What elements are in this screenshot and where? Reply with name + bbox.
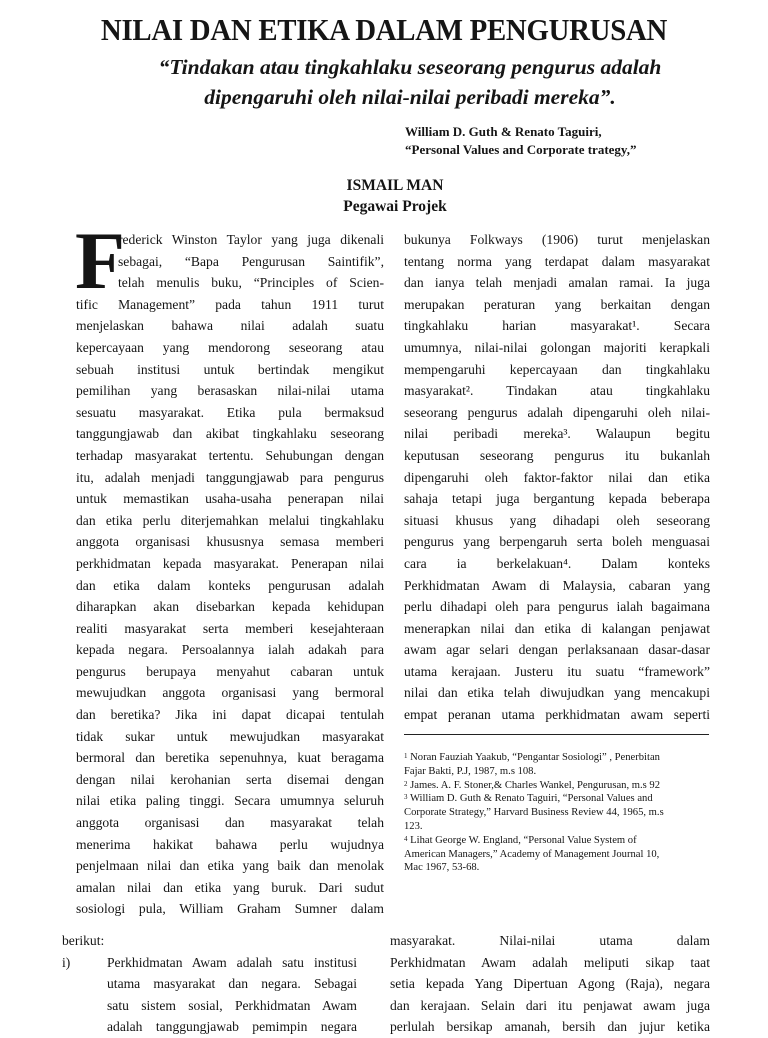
list-marker: i)	[62, 954, 71, 970]
text-line: adalah tanggungjawab pemimpin negara	[107, 1019, 357, 1035]
text-line: pemilihan yang berasaskan nilai-nilai utama	[76, 383, 384, 399]
footnote-text: Mac 1967, 53-68.	[404, 862, 480, 874]
text-line: sahaja tetapi juga bergantung kepada beberapa	[404, 491, 710, 507]
footnote	[404, 834, 712, 875]
footnote-text: 123.	[404, 820, 423, 832]
author-position: Pegawai Projek	[343, 198, 447, 215]
text-line: telah menulis buku, “Principles of Scien-	[118, 275, 384, 291]
article-title: NILAI DAN ETIKA DALAM PENGURUSAN	[100, 12, 668, 47]
text-line: rederick Winston Taylor yang juga dikenali	[118, 232, 384, 247]
list-intro: berikut:	[62, 933, 105, 948]
text-line: amalan nilai dan etika yang buruk. Dari sudut	[76, 879, 384, 895]
epigraph-line: “Tindakan atau tingkahlaku seseorang pengurus adalah	[158, 55, 662, 79]
footnote-line	[404, 751, 712, 765]
text-line: dan ianya telah menjadi amalan ramai. Ia juga	[404, 275, 710, 291]
footnote-divider	[404, 734, 709, 735]
text-line: sebuah institusi untuk bertindak mengikut	[76, 361, 384, 377]
text-line: cara ia berkelakuan⁴. Dalam konteks	[404, 555, 710, 571]
footnote	[404, 792, 712, 833]
text-line: sebagai, “Bapa Pengurusan Saintifik”,	[118, 253, 384, 269]
author-block	[230, 175, 560, 217]
text-line: bermoral dan beretika sepenuhnya, kuat beragama	[76, 750, 384, 766]
text-line: dan kerajaan. Selain dari itu penjawat awam juga	[390, 997, 710, 1013]
text-line: untuk memastikan usaha-usaha penerapan nilai	[76, 491, 384, 507]
text-line: satu sistem sosial, Perkhidmatan Awam	[107, 997, 357, 1013]
text-line: situasi khusus yang dihadapi oleh seseorang	[404, 512, 710, 528]
text-line: kepercayaan yang mendorong seseorang atau	[76, 339, 384, 355]
text-line: anggota organisasi khususnya semasa memberi	[76, 534, 384, 550]
attribution-line: “Personal Values and Corporate trategy,”	[405, 142, 637, 157]
text-line: menerima hakikat bahawa perlu wujudnya	[76, 836, 384, 852]
text-line: utama kerajaan. Justeru itu suatu “framework”	[404, 663, 710, 679]
text-line: sesuatu masyarakat. Etika pula bermaksud	[76, 404, 384, 420]
text-line: bukunya Folkways (1906) turut menjelaskan	[404, 232, 710, 247]
text-line: perkhidmatan kepada masyarakat. Penerapan nilai	[76, 555, 384, 571]
footnote-text: Noran Fauziah Yaakub, “Pengantar Sosiologi” , Penerbitan	[410, 752, 660, 763]
text-line: umumnya, nilai-nilai golongan majoriti kerapkali	[404, 339, 710, 355]
drop-cap: F	[75, 215, 126, 306]
text-line: empat peranan utama perkhidmatan awam seperti	[404, 707, 710, 723]
text-line: nilai peribadi mereka³. Walaupun begitu	[404, 426, 710, 442]
footnote-text: Fajar Bakti, P.J, 1987, m.s 108.	[404, 765, 537, 777]
text-line: diharapkan akan disebarkan kepada kehidupan	[76, 599, 384, 615]
text-line: tingkahlaku harian masyarakat¹. Secara	[404, 318, 710, 334]
text-line: setia kepada Yang Dipertuan Agong (Raja), negara	[390, 976, 710, 992]
footnote-line	[404, 792, 712, 806]
footnote	[404, 751, 712, 779]
text-line: nilai etika paling tinggi. Secara umumnya seluruh	[76, 793, 384, 809]
left-column-body	[76, 229, 384, 920]
text-line: terhadap masyarakat tertentu. Sehubungan dengan	[76, 447, 384, 463]
text-line: nilai dan etika telah diwujudkan yang mencakupi	[404, 685, 710, 701]
text-line: dan etika perlu diterjemahkan melalui tingkahlaku	[76, 512, 384, 528]
text-line: Perkhidmatan Awam adalah satu institusi	[107, 954, 357, 970]
text-line: mempengaruhi kepercayaan dan tingkahlaku	[404, 361, 710, 377]
text-line: perlu dihadapi oleh para pengurus ialah bagaimana	[404, 599, 710, 615]
text-line: penjelmaan nilai dan etika yang baik dan menolak	[76, 858, 384, 874]
text-line: dengan nilai kerohanian serta disemai dengan	[76, 771, 384, 787]
text-line: awam agar selari dengan perlaksanaan dasar-dasar	[404, 642, 710, 658]
text-line: menjelaskan bahawa nilai adalah suatu	[76, 318, 384, 334]
text-line: merupakan peraturan yang berkaitan dengan	[404, 296, 710, 312]
text-line: tidak sukar untuk mewujudkan masyarakat	[76, 728, 384, 744]
text-line: utama masyarakat dan negara. Sebagai	[107, 976, 357, 992]
attribution-line: William D. Guth & Renato Taguiri,	[405, 124, 602, 139]
text-line: tanggungjawab dan akibat tingkahlaku seseorang	[76, 426, 384, 442]
footnote-text: American Managers,” Academy of Management Journal 10,	[404, 848, 660, 860]
text-line: perlulah bersikap amanah, bersih dan jujur ketika	[390, 1019, 710, 1035]
epigraph-attribution	[405, 123, 735, 159]
footnote-mark: 4	[404, 834, 408, 843]
text-line: masyarakat². Tindakan atau tingkahlaku	[404, 383, 710, 399]
footnote-text: Corporate Strategy,” Harvard Business Review 44, 1965, m.s	[404, 807, 664, 819]
list-item	[62, 952, 382, 1038]
footnote-line	[404, 765, 712, 779]
text-line: pengurus berupaya menyahut cabaran untuk	[76, 663, 384, 679]
text-line: dan beretika? Jika ini dapat dicapai tentulah	[76, 707, 384, 723]
footnote-mark: 2	[404, 779, 408, 788]
text-line: realiti masyarakat serta memberi kesejahteraan	[76, 620, 384, 636]
text-line: menerapkan nilai dan etika di kalangan penjawat	[404, 620, 710, 636]
text-line: dan etika dalam konteks pengurusan adalah	[76, 577, 384, 593]
footnote-line	[404, 779, 712, 793]
author-name: ISMAIL MAN	[346, 177, 444, 194]
right-column-body	[404, 229, 710, 726]
footnote-text: James. A. F. Stoner,& Charles Wankel, Pengurusan, m.s 92	[410, 779, 661, 791]
text-line: keputusan seseorang pengurus itu bukanlah	[404, 447, 710, 463]
continued-left-column	[62, 930, 382, 1038]
text-line: seseorang pengurus adalah dipengaruhi oleh nilai-	[404, 404, 710, 420]
text-line: masyarakat. Nilai-nilai utama dalam	[390, 933, 710, 948]
text-line: kepada negara. Persoalannya ialah adakah para	[76, 642, 384, 658]
footnote-text: Lihat George W. England, “Personal Value System of	[410, 834, 637, 846]
epigraph-quote	[60, 52, 760, 112]
text-line: sosiologi pula, William Graham Sumner dalam	[76, 901, 384, 917]
footnote-line	[404, 834, 712, 848]
text-line: tentang norma yang terdapat dalam masyarakat	[404, 253, 710, 269]
footnote-text: William D. Guth & Renato Taguiri, “Personal Values and	[409, 793, 653, 805]
footnote-mark: 3	[404, 793, 408, 802]
text-line: itu, adalah menjadi tanggungjawab para pengurus	[76, 469, 384, 485]
continued-right-column	[390, 930, 710, 1038]
text-line: dipengaruhi oleh faktor-faktor nilai dan etika	[404, 469, 710, 485]
text-line: Perkhidmatan Awam di Malaysia, cabaran yang	[404, 577, 710, 593]
footnote	[404, 779, 712, 793]
epigraph-line: dipengaruhi oleh nilai-nilai peribadi mereka”.	[204, 85, 616, 109]
text-line: tific Management” pada tahun 1911 turut	[76, 296, 384, 312]
footnote-line	[404, 820, 712, 834]
footnote-mark: 1	[404, 752, 408, 760]
text-line: Perkhidmatan Awam adalah meliputi sikap taat	[390, 954, 710, 970]
text-line: mewujudkan anggota organisasi yang bermoral	[76, 685, 384, 701]
footnote-line	[404, 806, 712, 820]
footnote-line	[404, 848, 712, 862]
text-line: pengurus yang berpengaruh serta boleh menguasai	[404, 534, 710, 550]
text-line: anggota organisasi dan masyarakat telah	[76, 815, 384, 831]
footnote-line	[404, 861, 712, 875]
footnotes	[404, 751, 712, 875]
